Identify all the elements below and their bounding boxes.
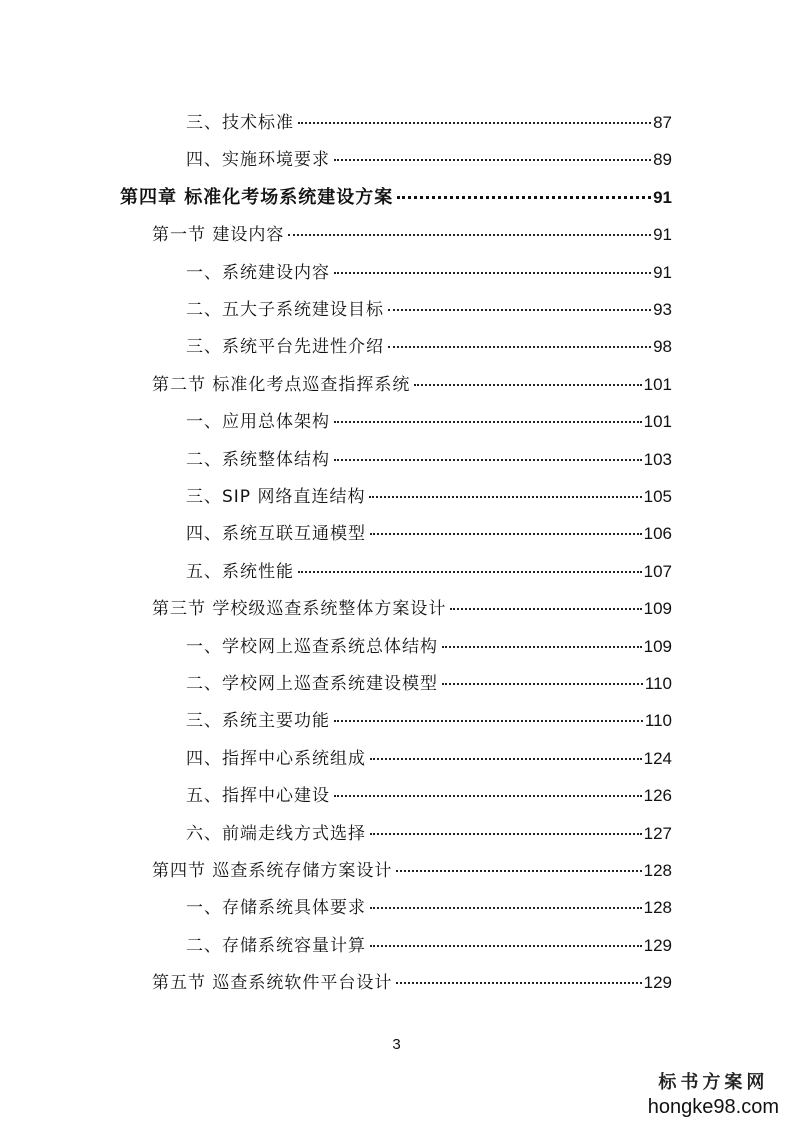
toc-line [186, 781, 672, 806]
toc-item-row [0, 819, 793, 849]
toc-line [186, 669, 672, 694]
toc-title: 二、存储系统容量计算 [186, 935, 366, 956]
toc-title: 三、SIP 网络直连结构 [186, 487, 366, 507]
dot-leader [414, 383, 641, 386]
toc-title: 五、系统性能 [186, 561, 294, 582]
dot-leader [370, 944, 642, 947]
toc-section-row [0, 968, 793, 998]
toc-line [186, 295, 672, 320]
toc-title: 二、学校网上巡查系统建设模型 [186, 674, 438, 694]
toc-page-number: 106 [643, 524, 672, 544]
toc-item-row [0, 295, 793, 325]
toc-title: 五、指挥中心建设 [186, 786, 330, 807]
dot-leader [388, 308, 651, 311]
toc-line [186, 519, 672, 544]
toc-line [186, 931, 672, 956]
toc-chapter-row [0, 183, 793, 213]
toc-line [186, 407, 672, 432]
toc-page-number: 98 [653, 337, 672, 357]
toc-item-row [0, 258, 793, 288]
watermark [648, 1068, 779, 1119]
dot-leader [298, 570, 642, 573]
toc-title: 六、前端走线方式选择 [186, 823, 366, 844]
dot-leader [334, 458, 642, 461]
dot-leader [442, 682, 643, 685]
toc-page-number: 128 [643, 898, 672, 918]
toc-page-number: 127 [643, 823, 672, 843]
toc-page-number: 91 [653, 187, 672, 207]
toc-item-row [0, 108, 793, 138]
dot-leader [334, 794, 642, 797]
dot-leader [370, 832, 642, 835]
toc-page-number: 87 [653, 113, 672, 132]
toc-page-number: 126 [643, 786, 672, 806]
dot-leader [370, 532, 642, 535]
toc-item-row [0, 744, 793, 774]
toc-title: 一、系统建设内容 [186, 262, 330, 283]
toc-title: 一、学校网上巡查系统总体结构 [186, 636, 438, 657]
toc-page-number: 129 [643, 935, 672, 955]
toc-line [186, 145, 672, 170]
toc-item-row [0, 332, 793, 362]
toc-page-number: 109 [643, 636, 672, 656]
toc-page-number: 110 [644, 711, 672, 731]
watermark-name: 标书方案网 [658, 1072, 769, 1093]
toc-item-row [0, 482, 793, 512]
dot-leader [334, 271, 651, 274]
toc-line [152, 594, 672, 619]
dot-leader [298, 121, 651, 124]
dot-leader [370, 757, 642, 760]
toc-page-number: 101 [643, 412, 672, 432]
watermark-url: hongke98.com [647, 1096, 779, 1118]
toc-page-number: 91 [653, 262, 672, 282]
toc-line [186, 332, 672, 357]
toc-title: 二、系统整体结构 [186, 449, 330, 470]
toc-section-row [0, 220, 793, 250]
toc-line [186, 893, 672, 918]
dot-leader [334, 719, 643, 722]
dot-leader [442, 645, 642, 648]
toc-item-row [0, 557, 793, 587]
toc-line [152, 370, 672, 395]
toc-page-number: 124 [643, 748, 672, 768]
dot-leader [334, 420, 642, 423]
toc-page-number: 129 [643, 973, 672, 993]
toc-page-number: 103 [643, 449, 672, 469]
toc-page-number: 89 [653, 150, 672, 170]
toc-page-number: 91 [653, 225, 672, 245]
toc-title: 三、技术标准 [186, 113, 294, 133]
toc-title: 一、应用总体架构 [186, 412, 330, 433]
toc-page-number: 128 [643, 861, 672, 880]
toc-page-number: 107 [643, 561, 672, 581]
toc-item-row [0, 706, 793, 736]
toc-title: 三、系统平台先进性介绍 [186, 337, 384, 358]
toc-item-row [0, 632, 793, 662]
dot-leader [396, 869, 641, 872]
toc-title: 第四节 巡查系统存储方案设计 [152, 861, 393, 881]
toc-title: 三、系统主要功能 [186, 711, 330, 732]
toc-page-number: 105 [643, 487, 672, 506]
toc-title: 第四章 标准化考场系统建设方案 [120, 186, 394, 208]
dot-leader [334, 158, 651, 161]
dot-leader [388, 345, 651, 348]
page-number: 3 [392, 1036, 401, 1053]
toc-title: 第三节 学校级巡查系统整体方案设计 [152, 599, 447, 620]
toc-item-row [0, 445, 793, 475]
toc-line [186, 557, 672, 582]
toc-section-row [0, 856, 793, 886]
dot-leader [288, 233, 651, 236]
toc-page-number: 101 [643, 374, 672, 394]
toc-line [120, 183, 672, 209]
dot-leader [450, 607, 641, 610]
toc-section-row [0, 370, 793, 400]
toc-item-row [0, 519, 793, 549]
toc-title: 四、实施环境要求 [186, 150, 330, 171]
dot-leader [369, 495, 641, 498]
toc-title: 四、系统互联互通模型 [186, 524, 366, 545]
toc-title: 一、存储系统具体要求 [186, 898, 366, 919]
toc-page-number: 93 [653, 300, 672, 319]
dot-leader [397, 195, 651, 199]
toc-line [186, 819, 672, 844]
toc-line [186, 258, 672, 283]
toc-item-row [0, 407, 793, 437]
toc-page-number: 109 [643, 599, 672, 619]
toc-item-row [0, 669, 793, 699]
toc-line [152, 220, 672, 245]
toc-line [186, 482, 672, 507]
toc-title: 第二节 标准化考点巡查指挥系统 [152, 374, 411, 395]
toc-item-row [0, 145, 793, 175]
toc-item-row [0, 931, 793, 961]
toc-section-row [0, 594, 793, 624]
toc-title: 第一节 建设内容 [152, 225, 285, 246]
toc-page-number: 110 [644, 674, 672, 693]
toc-line [186, 445, 672, 470]
toc-item-row [0, 893, 793, 923]
toc-title: 四、指挥中心系统组成 [186, 748, 366, 769]
toc-line [186, 706, 672, 731]
dot-leader [370, 906, 642, 909]
toc-line [152, 856, 672, 881]
toc-title: 二、五大子系统建设目标 [186, 300, 384, 320]
toc-line [186, 108, 672, 133]
dot-leader [396, 981, 641, 984]
toc-item-row [0, 781, 793, 811]
toc-line [186, 632, 672, 657]
toc-title: 第五节 巡查系统软件平台设计 [152, 973, 393, 994]
toc-line [152, 968, 672, 993]
toc-line [186, 744, 672, 769]
